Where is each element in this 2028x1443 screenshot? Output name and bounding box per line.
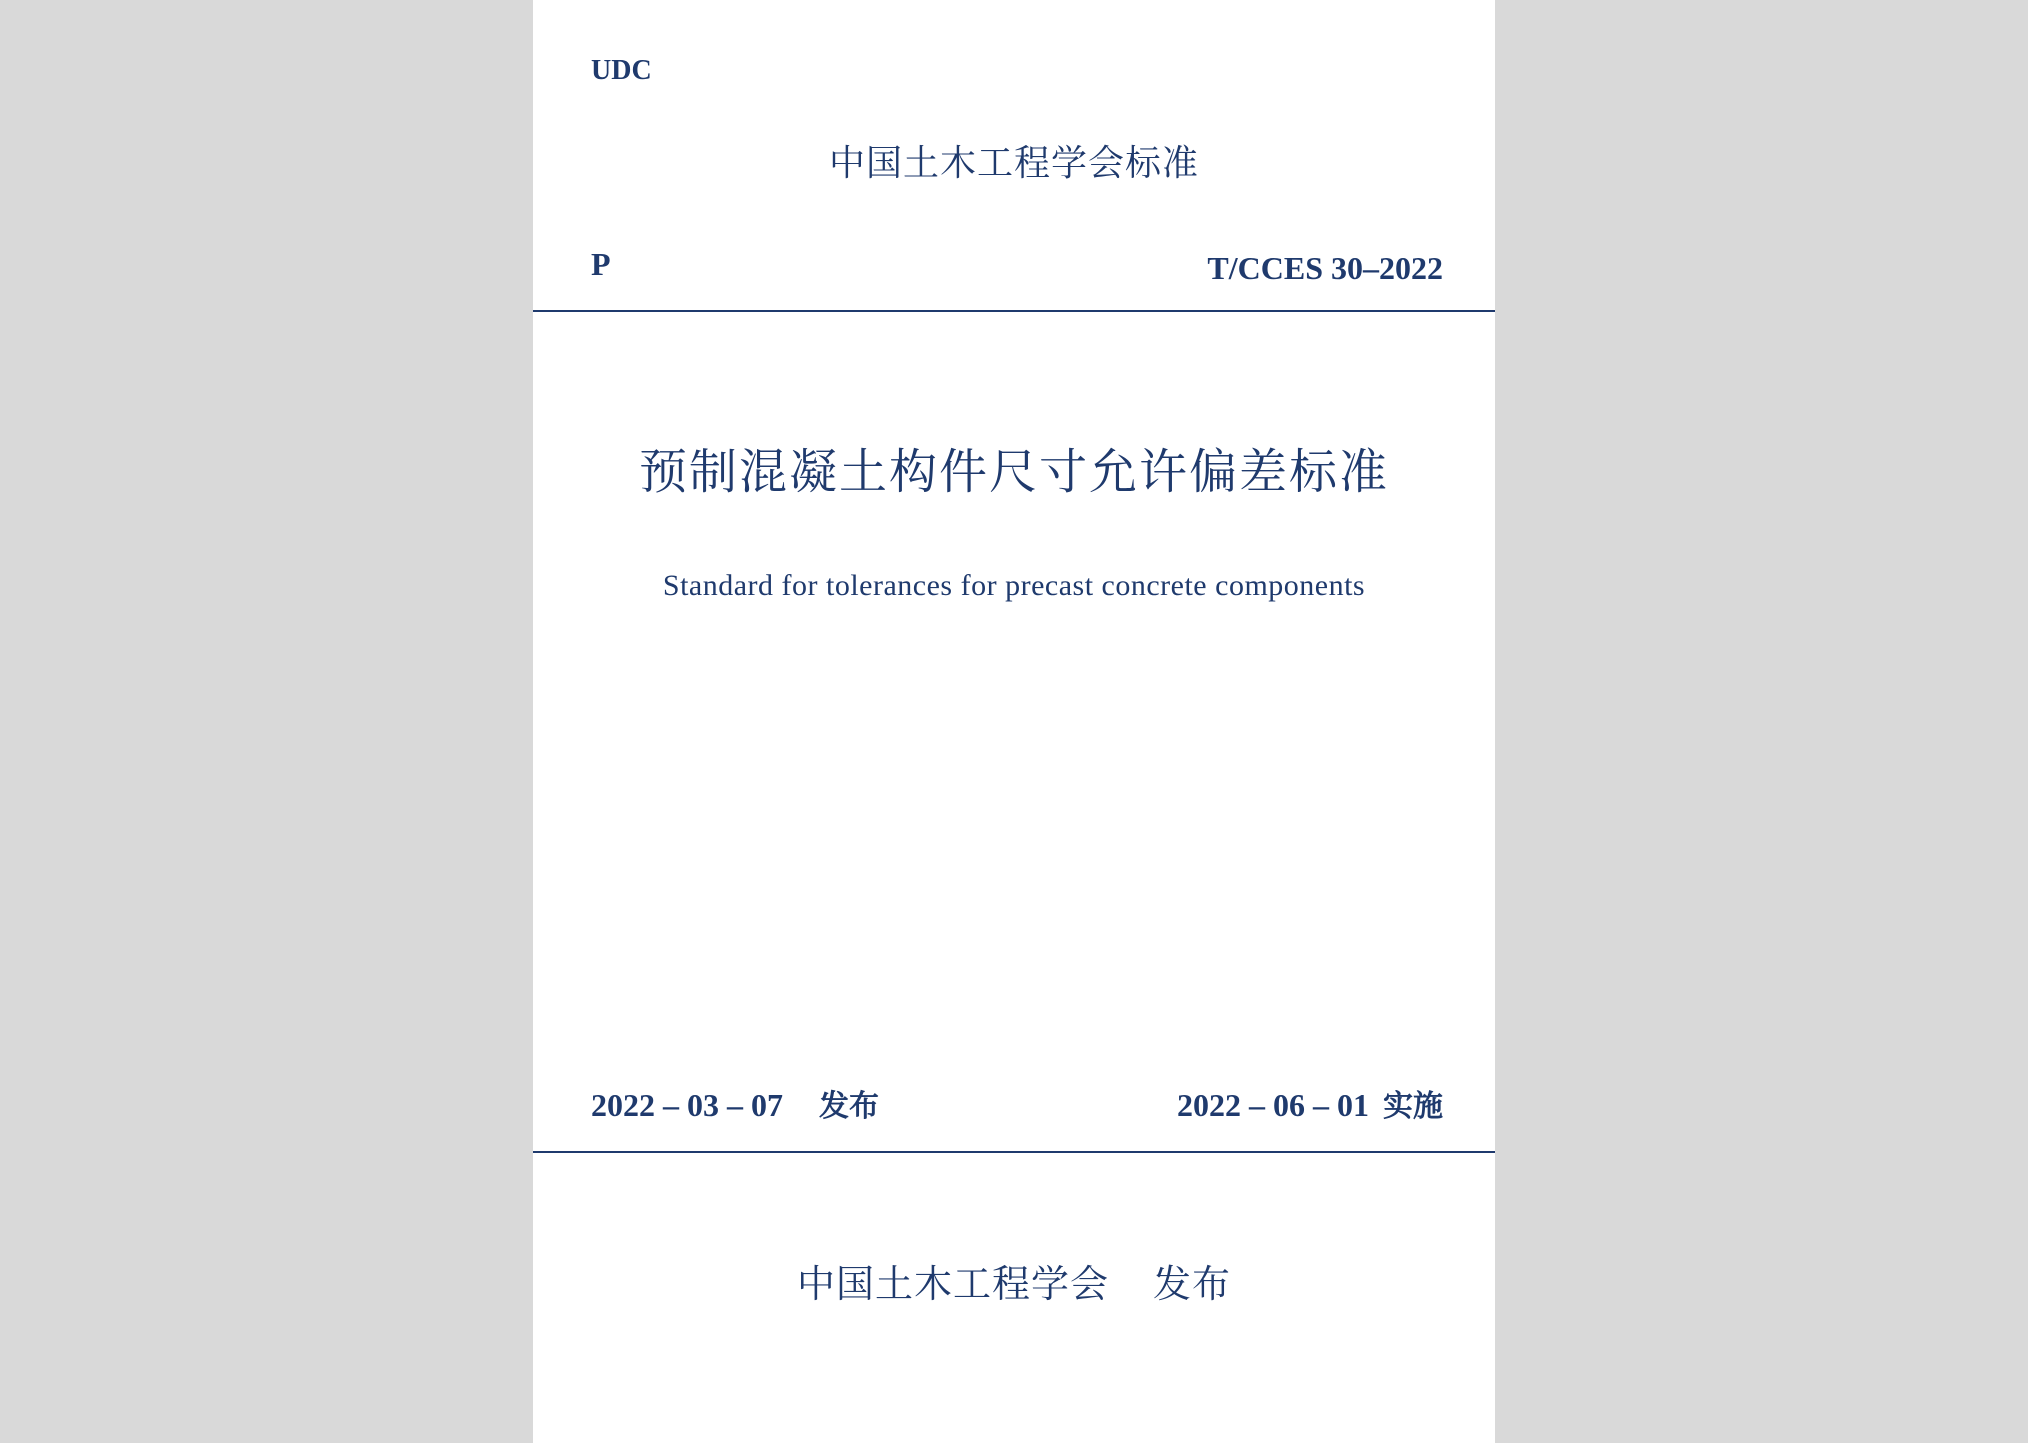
implement-label: 实施 bbox=[1383, 1089, 1443, 1124]
implement-date: 2022 – 06 – 01 bbox=[1177, 1087, 1369, 1123]
title-chinese: 预制混凝土构件尺寸允许偏差标准 bbox=[638, 444, 1389, 500]
publisher-line bbox=[533, 1262, 1495, 1306]
issue-date: 2022 – 03 – 07 bbox=[591, 1087, 783, 1123]
issue-label: 发布 bbox=[819, 1089, 879, 1124]
title-english: Standard for tolerances for precast concrete components bbox=[662, 569, 1366, 602]
organization-header: 中国土木工程学会标准 bbox=[828, 143, 1199, 184]
publisher-name: 中国土木工程学会 bbox=[796, 1262, 1109, 1306]
bottom-divider bbox=[533, 1151, 1495, 1153]
standard-cover-page bbox=[533, 0, 1495, 1443]
classification-code: P bbox=[591, 246, 611, 282]
issue-date-line bbox=[591, 1089, 879, 1122]
standard-code: T/CCES 30–2022 bbox=[1207, 250, 1443, 286]
top-divider bbox=[533, 310, 1495, 312]
udc-label: UDC bbox=[591, 55, 652, 86]
publisher-label: 发布 bbox=[1153, 1262, 1232, 1306]
implement-date-line bbox=[1177, 1089, 1443, 1122]
